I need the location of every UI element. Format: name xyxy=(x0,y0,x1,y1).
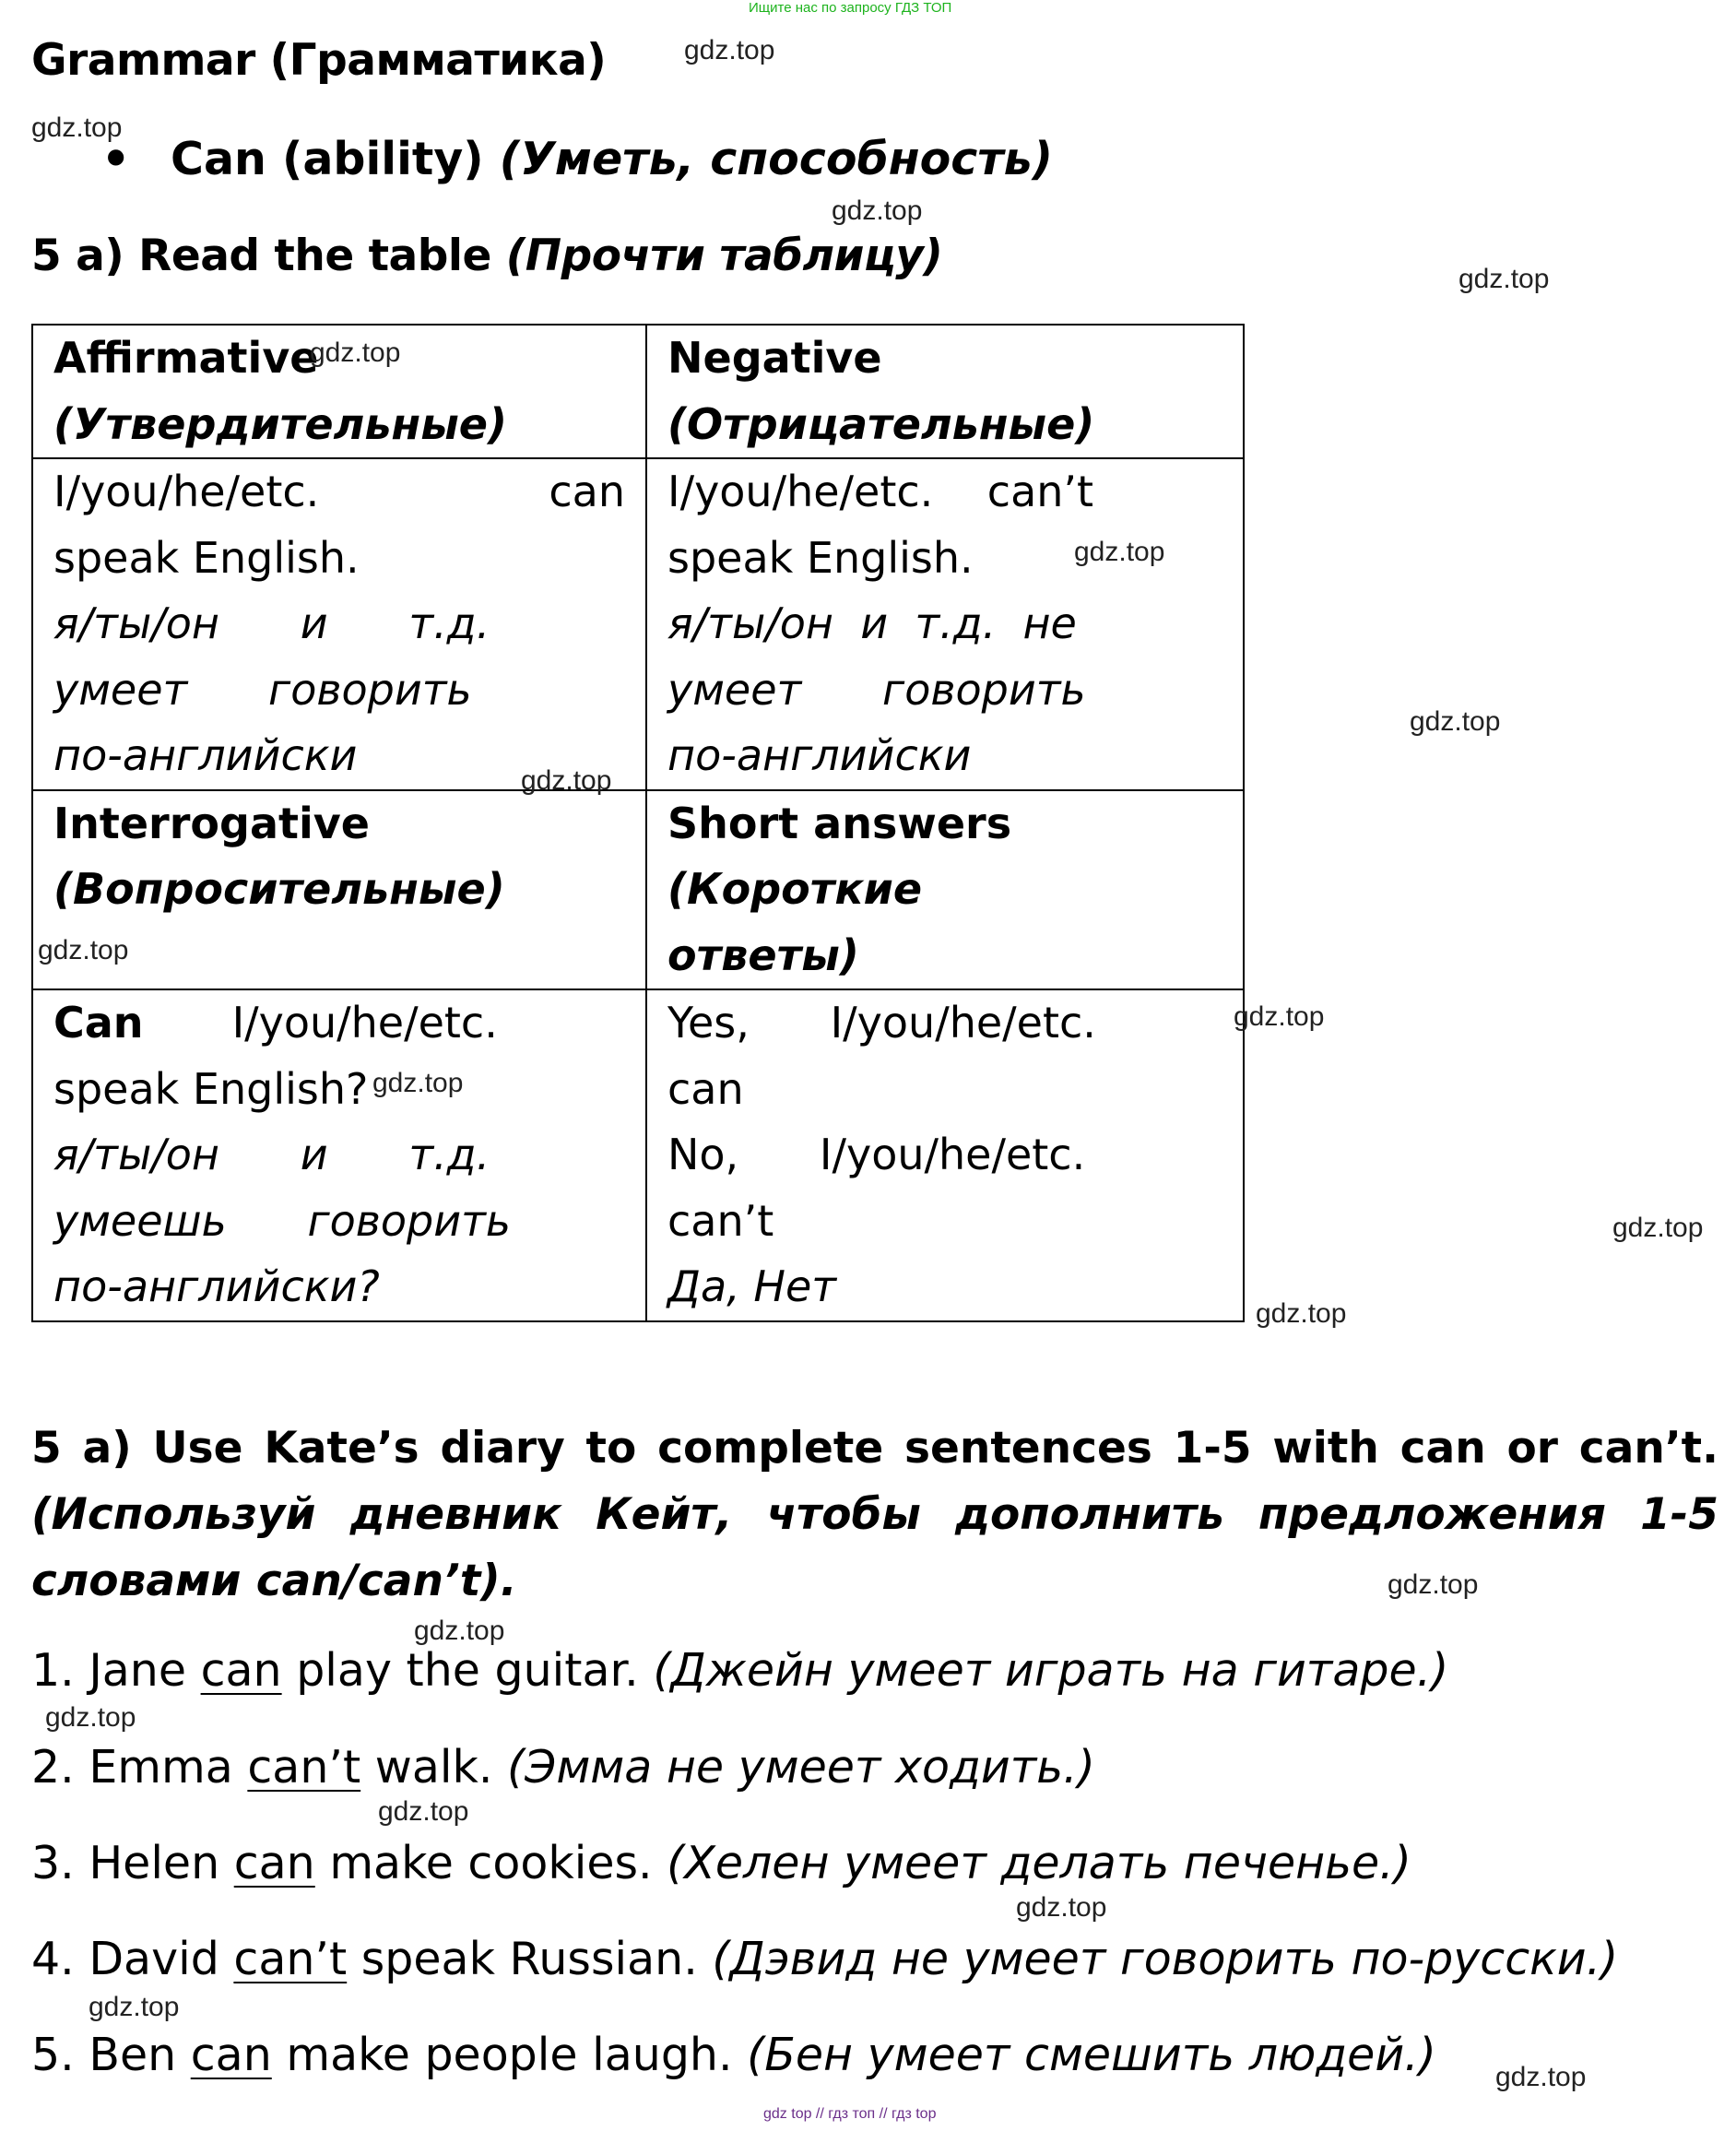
watermark: gdz.top xyxy=(1410,706,1501,737)
negative-translation-line: по-английски xyxy=(667,730,972,780)
watermark: gdz.top xyxy=(1612,1213,1704,1243)
short-answer-line: can xyxy=(667,1063,744,1114)
answer-word: can’t xyxy=(233,1933,348,1985)
sentence-2 xyxy=(31,1741,1095,1794)
negative-translation-line: умеет говорить xyxy=(667,664,1086,715)
sentence-text: 4. David xyxy=(31,1933,234,1985)
affirmative-line: I/you/he/etc. can xyxy=(53,467,625,516)
answer-word: can xyxy=(190,2029,272,2081)
watermark: gdz.top xyxy=(45,1702,136,1733)
answer-word: can xyxy=(200,1644,282,1697)
watermark: gdz.top xyxy=(521,765,612,796)
bullet-translation: (Уметь, способность) xyxy=(499,133,1054,185)
interrogative-header-translation: (Вопросительные) xyxy=(53,864,505,914)
footer-watermark: gdz top // гдз топ // гдз top xyxy=(763,2106,937,2122)
watermark: gdz.top xyxy=(1074,537,1165,567)
sentence-5 xyxy=(31,2029,1436,2081)
sentence-text: speak Russian. xyxy=(347,1933,713,1985)
short-answer-line: No, I/you/he/etc. xyxy=(667,1130,1086,1179)
short-answers-header-cell xyxy=(646,790,1244,990)
watermark: gdz.top xyxy=(1388,1569,1479,1600)
sentence-4 xyxy=(31,1933,1618,1985)
affirmative-header: Affirmative xyxy=(53,333,319,383)
exercise-heading-translation: (Используй дневник Кейт, чтобы дополнить предложения 1-5 словами can/can’t). xyxy=(31,1489,1718,1606)
interrogative-translation-line: по-английски? xyxy=(53,1261,380,1311)
answer-word: can xyxy=(233,1837,315,1889)
affirmative-line: speak English. xyxy=(53,532,360,583)
sentence-text: make cookies. xyxy=(314,1837,667,1889)
watermark: gdz.top xyxy=(832,195,923,226)
table-row xyxy=(32,989,1244,1321)
interrogative-can: Can xyxy=(53,998,144,1048)
watermark: gdz.top xyxy=(1234,1001,1325,1032)
short-answers-header: Short answers xyxy=(667,798,1012,848)
watermark: gdz.top xyxy=(378,1796,469,1827)
watermark: gdz.top xyxy=(414,1616,505,1646)
interrogative-line xyxy=(53,990,625,1057)
sentence-text: 2. Emma xyxy=(31,1741,248,1794)
interrogative-header: Interrogative xyxy=(53,798,370,848)
bullet-item xyxy=(101,133,1053,185)
sentence-text: make people laugh. xyxy=(271,2029,748,2081)
sentence-3 xyxy=(31,1837,1411,1889)
short-answer-line: Yes, I/you/he/etc. xyxy=(667,998,1096,1048)
watermark: gdz.top xyxy=(372,1068,464,1098)
answer-word: can’t xyxy=(247,1741,361,1794)
watermark: gdz.top xyxy=(1495,2062,1587,2092)
short-answers-header-translation: (Короткие xyxy=(667,864,923,914)
sentence-text: 5. Ben xyxy=(31,2029,191,2081)
negative-header: Negative xyxy=(667,333,882,383)
affirmative-translation-line: умеет говорить xyxy=(53,664,472,715)
watermark: gdz.top xyxy=(310,337,401,368)
short-answer-translation: Да, Нет xyxy=(667,1261,837,1311)
sentence-translation: (Джейн умеет играть на гитаре.) xyxy=(653,1644,1449,1697)
interrogative-translation-line: я/ты/он и т.д. xyxy=(53,1130,490,1179)
affirmative-example-cell xyxy=(32,458,646,790)
search-banner: Ищите нас по запросу ГДЗ ТОП xyxy=(749,0,952,16)
sentence-text: play the guitar. xyxy=(281,1644,654,1697)
watermark: gdz.top xyxy=(31,112,123,143)
sentence-text: walk. xyxy=(360,1741,507,1794)
task-heading xyxy=(31,231,942,281)
watermark: gdz.top xyxy=(1016,1892,1107,1923)
section-title: Grammar (Грамматика) xyxy=(31,35,607,86)
sentence-text: 3. Helen xyxy=(31,1837,234,1889)
sentence-translation: (Хелен умеет делать печенье.) xyxy=(667,1837,1411,1889)
negative-translation-line: я/ты/он и т.д. не xyxy=(667,598,1077,648)
sentence-translation: (Дэвид не умеет говорить по-русски.) xyxy=(712,1933,1619,1985)
watermark: gdz.top xyxy=(1458,264,1550,294)
watermark: gdz.top xyxy=(684,35,775,65)
grammar-table xyxy=(31,324,1245,1322)
sentence-text: 1. Jane xyxy=(31,1644,201,1697)
sentence-1 xyxy=(31,1644,1448,1697)
bullet-symbol: • xyxy=(101,133,131,185)
interrogative-translation-line: умеешь говорить xyxy=(53,1195,512,1246)
negative-header-cell xyxy=(646,325,1244,458)
affirmative-translation-line: я/ты/он и т.д. xyxy=(53,598,490,648)
negative-line: speak English. xyxy=(667,532,974,583)
sentence-translation: (Эмма не умеет ходить.) xyxy=(507,1741,1095,1794)
interrogative-line: speak English? xyxy=(53,1063,369,1114)
interrogative-example-cell xyxy=(32,989,646,1321)
affirmative-header-translation: (Утвердительные) xyxy=(53,398,508,449)
watermark: gdz.top xyxy=(38,935,129,965)
task-heading-translation: (Прочти таблицу) xyxy=(505,231,943,281)
sentence-translation: (Бен умеет смешить людей.) xyxy=(747,2029,1436,2081)
watermark: gdz.top xyxy=(89,1992,180,2022)
short-answers-header-translation: ответы) xyxy=(667,929,859,980)
table-row xyxy=(32,790,1244,990)
negative-line: I/you/he/etc. can’t xyxy=(667,467,1094,516)
watermark: gdz.top xyxy=(1256,1298,1347,1329)
negative-example-cell xyxy=(646,458,1244,790)
task-heading-text: 5 a) Read the table xyxy=(31,231,506,281)
table-row xyxy=(32,458,1244,790)
negative-header-translation: (Отрицательные) xyxy=(667,398,1095,449)
bullet-text: Can (ability) xyxy=(171,133,500,185)
affirmative-translation-line: по-английски xyxy=(53,730,358,780)
short-answers-example-cell xyxy=(646,989,1244,1321)
table-row xyxy=(32,325,1244,458)
interrogative-subjects: I/you/he/etc. xyxy=(231,998,498,1048)
short-answer-line: can’t xyxy=(667,1195,774,1246)
exercise-heading-text: 5 a) Use Kate’s diary to complete sentences 1-5 with can or can’t. xyxy=(31,1423,1718,1474)
